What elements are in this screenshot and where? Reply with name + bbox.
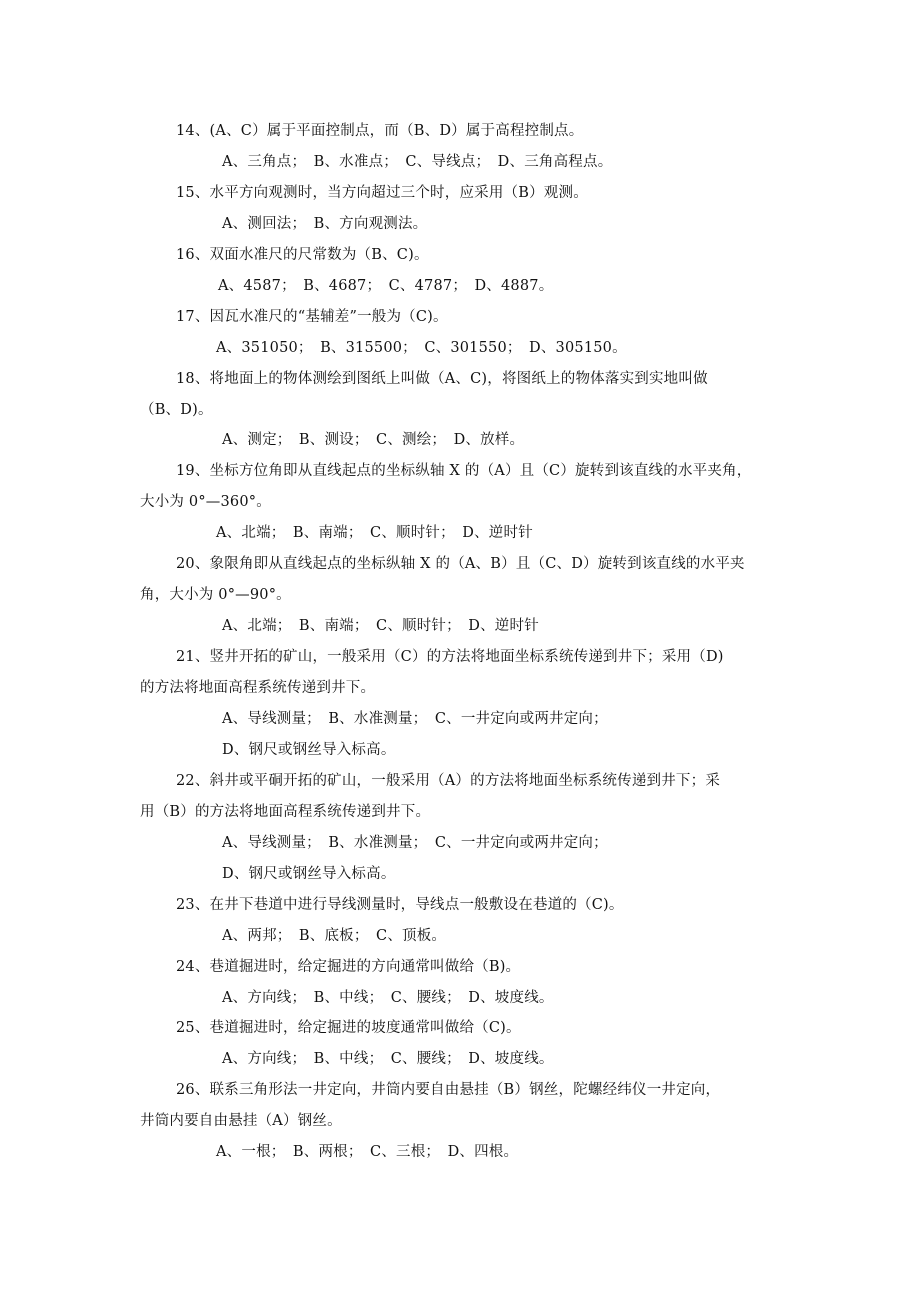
options-25: A、方向线； B、中线； C、腰线； D、坡度线。 [222, 1051, 554, 1067]
question-21: 21、竖井开拓的矿山，一般采用（C）的方法将地面坐标系统传递到井下；采用（D) [176, 649, 724, 665]
options-20: A、北端； B、南端； C、顺时针； D、逆时针 [222, 618, 539, 634]
options-21: A、导线测量； B、水准测量； C、一井定向或两井定向； [222, 711, 608, 727]
question-17: 17、因瓦水准尺的“基辅差”一般为（C)。 [176, 309, 448, 325]
question-16: 16、双面水准尺的尺常数为（B、C)。 [176, 247, 429, 263]
options-15: A、测回法； B、方向观测法。 [222, 216, 428, 232]
question-18: 18、将地面上的物体测绘到图纸上叫做（A、C)，将图纸上的物体落实到实地叫做 [176, 371, 708, 387]
options-24: A、方向线； B、中线； C、腰线； D、坡度线。 [222, 990, 554, 1006]
question-20-cont: 角，大小为 0°—90°。 [140, 587, 291, 603]
question-25: 25、巷道掘进时，给定掘进的坡度通常叫做给（C)。 [176, 1020, 521, 1036]
options-21-cont: D、钢尺或钢丝导入标高。 [222, 742, 396, 758]
question-19: 19、坐标方位角即从直线起点的坐标纵轴 X 的（A）且（C）旋转到该直线的水平夹角， [176, 463, 752, 479]
options-22: A、导线测量； B、水准测量； C、一井定向或两井定向； [222, 835, 608, 851]
question-15: 15、水平方向观测时，当方向超过三个时，应采用（B）观测。 [176, 185, 588, 201]
options-23: A、两邦； B、底板； C、顶板。 [222, 928, 447, 944]
question-26-cont: 井筒内要自由悬挂（A）钢丝。 [140, 1113, 342, 1129]
options-26: A、一根； B、两根； C、三根； D、四根。 [216, 1144, 519, 1160]
question-24: 24、巷道掘进时，给定掘进的方向通常叫做给（B)。 [176, 959, 521, 975]
question-18-cont: （B、D)。 [140, 402, 213, 418]
options-17: A、351050； B、315500； C、301550； D、305150。 [216, 340, 627, 356]
question-26: 26、联系三角形法一井定向，井筒内要自由悬挂（B）钢丝，陀螺经纬仪一井定向， [176, 1082, 721, 1098]
question-22: 22、斜井或平硐开拓的矿山，一般采用（A）的方法将地面坐标系统传递到井下；采 [176, 773, 721, 789]
question-21-cont: 的方法将地面高程系统传递到井下。 [140, 680, 376, 696]
question-22-cont: 用（B）的方法将地面高程系统传递到井下。 [140, 804, 431, 820]
question-14: 14、(A、C）属于平面控制点，而（B、D）属于高程控制点。 [176, 123, 584, 139]
options-19: A、北端； B、南端； C、顺时针； D、逆时针 [216, 525, 533, 541]
options-16: A、4587； B、4687； C、4787； D、4887。 [218, 278, 554, 294]
question-20: 20、象限角即从直线起点的坐标纵轴 X 的（A、B）且（C、D）旋转到该直线的水平夹 [176, 556, 745, 572]
options-22-cont: D、钢尺或钢丝导入标高。 [222, 866, 396, 882]
options-14: A、三角点； B、水准点； C、导线点； D、三角高程点。 [222, 154, 613, 170]
question-23: 23、在井下巷道中进行导线测量时，导线点一般敷设在巷道的（C)。 [176, 897, 624, 913]
question-19-cont: 大小为 0°—360°。 [140, 494, 271, 510]
options-18: A、测定； B、测设； C、测绘； D、放样。 [222, 432, 525, 448]
